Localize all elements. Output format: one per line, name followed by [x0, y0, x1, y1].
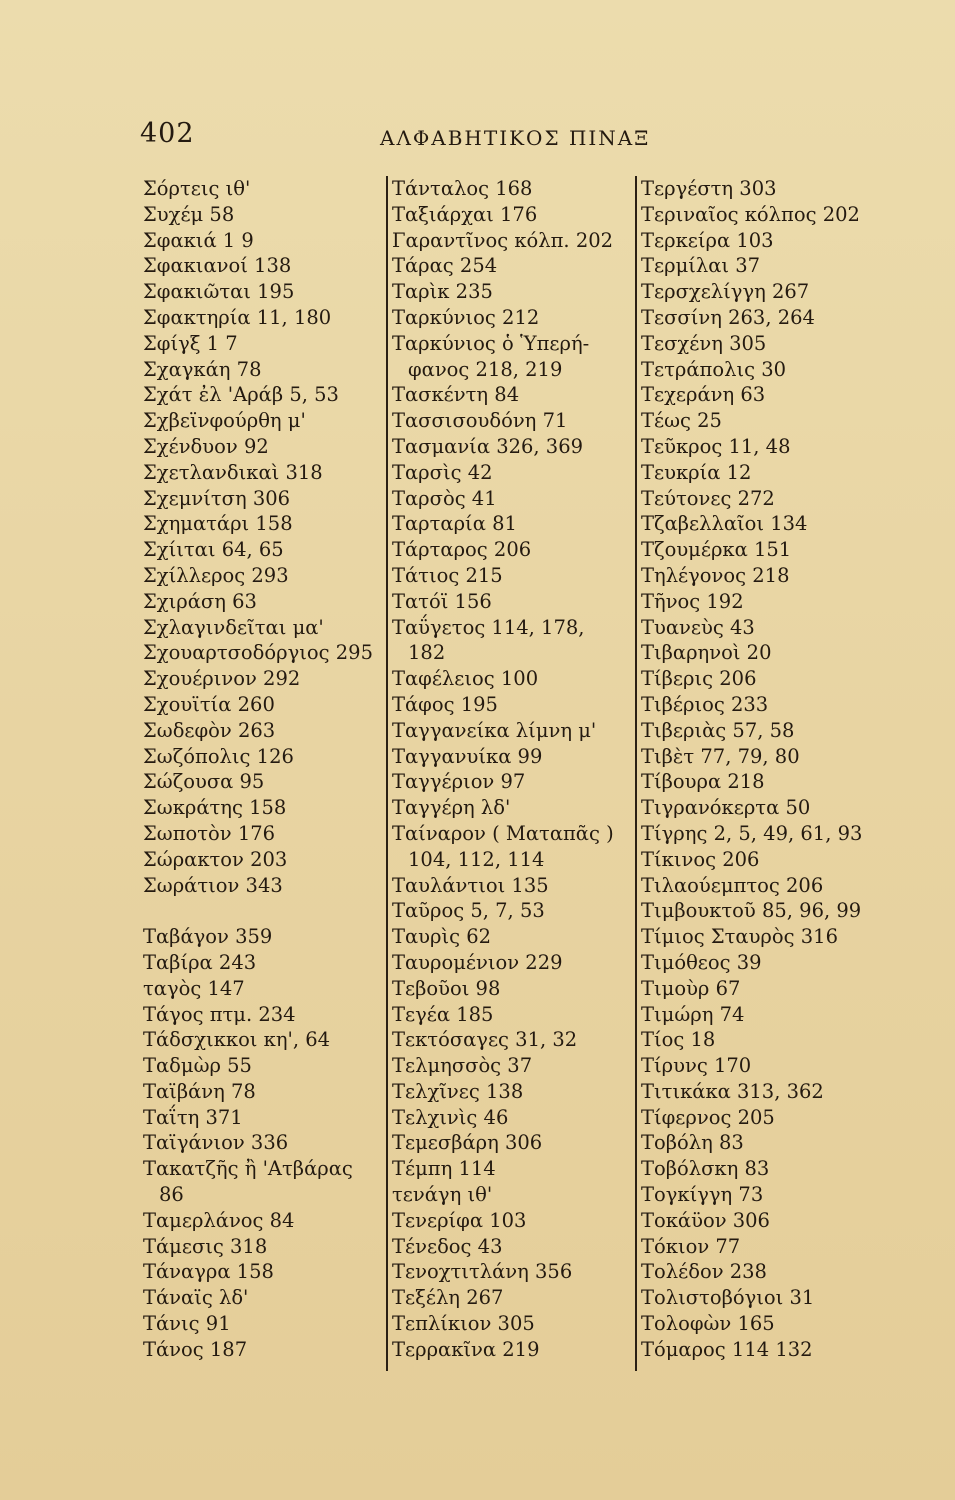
index-entry: Τολοφὼν 165: [641, 1312, 775, 1336]
index-entry: Τῆνος 192: [641, 589, 744, 613]
index-entry: Ταμερλάνος 84: [143, 1208, 295, 1232]
index-entry: Τίος 18: [641, 1028, 716, 1052]
index-entry: Τελχινὶς 46: [392, 1105, 509, 1129]
index-entry: Τιτικάκα 313, 362: [641, 1079, 824, 1103]
running-title: ΑΛΦΑΒΗΤΙΚΟΣ ΠΙΝΑΞ: [380, 126, 651, 150]
index-entry: Τεριναῖος κόλπος 202: [641, 202, 860, 226]
page-header: [140, 118, 860, 158]
index-entry: Τοβόλσκη 83: [641, 1157, 770, 1181]
index-entry: Σχβεϊνφούρθη μ': [143, 409, 306, 433]
index-entry: Σχουαρτσοδόργιος 295: [143, 641, 373, 665]
index-entry: φανος 218, 219: [408, 357, 563, 381]
index-column-1: [143, 176, 383, 1363]
index-entry: Τεπλίκιον 305: [392, 1312, 535, 1336]
index-entry: Γαραντῖνος κόλπ. 202: [392, 228, 614, 252]
index-entry: 182: [408, 641, 446, 665]
index-entry: Τιμώρη 74: [641, 1002, 745, 1026]
index-entry: Ταγγανείκα λίμνη μ': [392, 718, 597, 742]
index-entry: Τατόϊ 156: [392, 589, 492, 613]
index-entry: Τεμεσβάρη 306: [392, 1131, 543, 1155]
index-entry: Τιμοὺρ 67: [641, 976, 741, 1000]
index-entry: Τάναϊς λδ': [143, 1286, 249, 1310]
index-entry: Ταρὶκ 235: [392, 280, 493, 304]
page-number: 402: [140, 118, 195, 149]
index-entry: Τιλαούεμπτος 206: [641, 873, 824, 897]
index-entry: Σχένδυον 92: [143, 434, 269, 458]
index-entry: Τέως 25: [641, 409, 722, 433]
index-entry: Τζουμέρκα 151: [641, 538, 792, 562]
index-entry: Σχλαγινδεῖται μα': [143, 615, 324, 639]
index-entry: Ταρκύνιος ὁ Ὑπερή-: [392, 331, 590, 355]
index-entry: Τίγρης 2, 5, 49, 61, 93: [641, 821, 863, 845]
index-entry: Σχιράση 63: [143, 589, 257, 613]
index-entry: ταγὸς 147: [143, 976, 245, 1000]
index-entry: Τενοχτιτλάνη 356: [392, 1260, 573, 1284]
index-entry: Τερμίλαι 37: [641, 254, 761, 278]
index-entry: Ταβίρα 243: [143, 950, 257, 974]
index-entry: Τεξέλη 267: [392, 1286, 504, 1310]
index-entry: Τέμπη 114: [392, 1157, 496, 1181]
index-entry: Σωκράτης 158: [143, 796, 287, 820]
index-entry: Σχουέρινον 292: [143, 667, 301, 691]
index-entry: Σφακιά 1 9: [143, 228, 254, 252]
index-entry: Τελχῖνες 138: [392, 1079, 524, 1103]
index-column-3: [635, 176, 881, 1371]
index-entry: Τίβερις 206: [641, 667, 757, 691]
index-entry: Τασμανία 326, 369: [392, 434, 584, 458]
index-entry: Σχίιται 64, 65: [143, 538, 284, 562]
index-entry: Συχέμ 58: [143, 202, 235, 226]
index-entry: Τολιστοβόγιοι 31: [641, 1286, 815, 1310]
index-entry: Σχετλανδικαὶ 318: [143, 460, 323, 484]
index-entry: Ταφέλειος 100: [392, 667, 539, 691]
index-entry: Σωδεφὸν 263: [143, 718, 276, 742]
index-entry: Ταυρὶς 62: [392, 925, 492, 949]
index-entry: Τερρακῖνα 219: [392, 1337, 540, 1361]
index-entry: Τόκιον 77: [641, 1234, 741, 1258]
index-entry: Σφακιανοί 138: [143, 254, 292, 278]
index-entry: Ταγγέριον 97: [392, 770, 526, 794]
index-entry: Τιβαρηνοὶ 20: [641, 641, 772, 665]
index-entry: Τηλέγονος 218: [641, 563, 790, 587]
index-entry: Ταρκύνιος 212: [392, 305, 540, 329]
index-entry: Ταρσὶς 42: [392, 460, 493, 484]
index-entry: Σχηματάρι 158: [143, 512, 293, 536]
index-entry: Ταβάγον 359: [143, 925, 273, 949]
index-entry: Τυανεὺς 43: [641, 615, 755, 639]
index-entry: Τίρυνς 170: [641, 1054, 752, 1078]
index-column-2: [386, 176, 640, 1371]
index-entry: Ταδμὼρ 55: [143, 1054, 252, 1078]
index-entry: Τίφερνος 205: [641, 1105, 775, 1129]
index-entry: Σχεμνίτση 306: [143, 486, 291, 510]
index-entry: Σχαγκάη 78: [143, 357, 262, 381]
index-entry: Τίκινος 206: [641, 847, 760, 871]
index-entry: Τεχεράνη 63: [641, 383, 766, 407]
index-entry: Ταυλάντιοι 135: [392, 873, 549, 897]
index-entry: Τιβεριὰς 57, 58: [641, 718, 795, 742]
index-entry: Ταϊγάνιον 336: [143, 1131, 289, 1155]
index-entry: Ταϊβάνη 78: [143, 1079, 256, 1103]
index-entry: Τάνος 187: [143, 1337, 248, 1361]
index-entry: Τεσχένη 305: [641, 331, 767, 355]
index-entry: Ταρταρία 81: [392, 512, 517, 536]
index-entry: τενάγη ιθ': [392, 1183, 493, 1207]
index-entry: Τάρας 254: [392, 254, 498, 278]
index-entry: Τάτιος 215: [392, 563, 503, 587]
index-entry: Σωζόπολις 126: [143, 744, 294, 768]
index-entry: Τελμησσὸς 37: [392, 1054, 533, 1078]
index-entry: Σχίλλερος 293: [143, 563, 289, 587]
index-entry: Ταΰγετος 114, 178,: [392, 615, 585, 639]
index-entry: Τεβοῦοι 98: [392, 976, 501, 1000]
index-entry: Τάγος πτμ. 234: [143, 1002, 296, 1026]
index-entry: Τίβουρα 218: [641, 770, 765, 794]
index-entry: Τιβὲτ 77, 79, 80: [641, 744, 800, 768]
index-entry: Τιβέριος 233: [641, 692, 769, 716]
index-entry: Τιγρανόκερτα 50: [641, 796, 811, 820]
index-entry: Ταυρομένιον 229: [392, 950, 563, 974]
index-entry: Τεσσίνη 263, 264: [641, 305, 815, 329]
index-entry: Τάρταρος 206: [392, 538, 532, 562]
index-entry: Τάδσχικκοι κη', 64: [143, 1028, 331, 1052]
index-entry: Τζαβελλαῖοι 134: [641, 512, 808, 536]
index-entry: Τολέδον 238: [641, 1260, 767, 1284]
index-entry: Σφακιῶται 195: [143, 280, 295, 304]
index-entry: Τιμβουκτοῦ 85, 96, 99: [641, 899, 862, 923]
index-entry: Τεγέα 185: [392, 1002, 494, 1026]
index-entry: Ταγγέρη λδ': [392, 796, 511, 820]
index-entry: Τακατζῆς ἢ 'Ατβάρας: [143, 1157, 353, 1181]
index-entry: Ταίναρον ( Ματαπᾶς ): [392, 821, 614, 845]
index-entry: Σχάτ ἐλ 'Αράβ 5, 53: [143, 383, 339, 407]
index-entry: Τεῦκρος 11, 48: [641, 434, 791, 458]
index-entry: Τοβόλη 83: [641, 1131, 744, 1155]
index-entry: [143, 898, 383, 924]
index-entry: Τένεδος 43: [392, 1234, 503, 1258]
index-entry: 86: [159, 1183, 184, 1207]
index-entry: Τεύτονες 272: [641, 486, 775, 510]
index-entry: Τιμόθεος 39: [641, 950, 762, 974]
index-entry: Τασκέντη 84: [392, 383, 520, 407]
index-entry: 104, 112, 114: [408, 847, 545, 871]
index-entry: Σχουϊτία 260: [143, 692, 275, 716]
index-entry: Τάνταλος 168: [392, 177, 533, 200]
index-entry: Σωράτιον 343: [143, 873, 283, 897]
index-entry: Τάμεσις 318: [143, 1234, 268, 1258]
index-entry: Σώζουσα 95: [143, 770, 265, 794]
index-entry: Τερσχελίγγη 267: [641, 280, 810, 304]
index-entry: Τάφος 195: [392, 692, 498, 716]
index-entry: Τοκάϋον 306: [641, 1208, 770, 1232]
index-entry: Τεκτόσαγες 31, 32: [392, 1028, 578, 1052]
index-entry: Τάναγρα 158: [143, 1260, 274, 1284]
index-entry: Σώρακτον 203: [143, 847, 288, 871]
index-entry: Ταξιάρχαι 176: [392, 202, 538, 226]
index-entry: Σόρτεις ιθ': [143, 177, 251, 200]
index-entry: Ταρσὸς 41: [392, 486, 497, 510]
index-entry: Τόμαρος 114 132: [641, 1337, 813, 1361]
index-entry: Σφίγξ 1 7: [143, 331, 238, 355]
index-entry: Τενερίφα 103: [392, 1208, 527, 1232]
index-entry: Τευκρία 12: [641, 460, 752, 484]
index-entry: Τετράπολις 30: [641, 357, 787, 381]
index-entry: Τεργέστη 303: [641, 177, 777, 200]
index-entry: Σφακτηρία 11, 180: [143, 305, 332, 329]
index-entry: Τογκίγγη 73: [641, 1183, 764, 1207]
index-entry: Τασσισουδόνη 71: [392, 409, 568, 433]
index-entry: Ταΐτη 371: [143, 1105, 243, 1129]
index-entry: Σωποτὸν 176: [143, 821, 276, 845]
index-entry: Ταγγανυίκα 99: [392, 744, 543, 768]
index-entry: Τίμιος Σταυρὸς 316: [641, 925, 838, 949]
index-entry: Τερκείρα 103: [641, 228, 774, 252]
index-entry: Τάνις 91: [143, 1312, 231, 1336]
index-entry: Ταῦρος 5, 7, 53: [392, 899, 545, 923]
